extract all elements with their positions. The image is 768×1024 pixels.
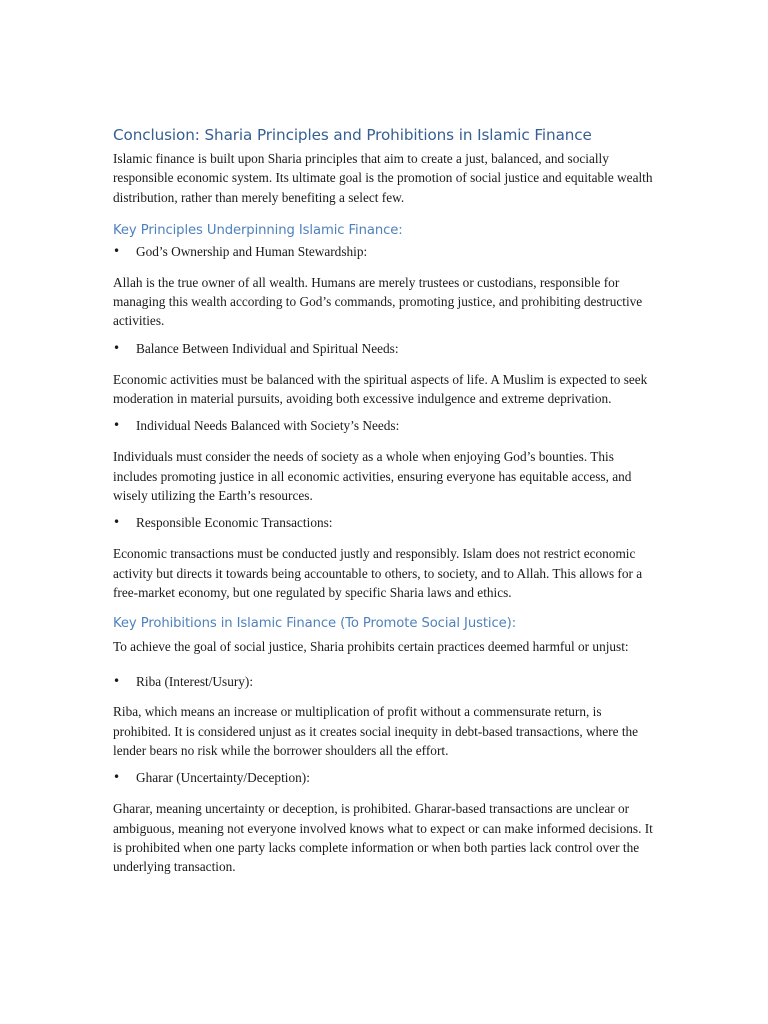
bullet-icon: • — [113, 515, 121, 530]
bullet-icon: • — [113, 340, 121, 355]
bullet-label: God’s Ownership and Human Stewardship: — [136, 243, 368, 259]
intro-paragraph: Islamic finance is built upon Sharia principles that aim to create a just, balanced, and socially responsible economic system. Its ultimate goal is the promotion of social justice and equitable wealth distribution, rather than merely benefiting a select few. — [113, 151, 653, 205]
principle-paragraph-society: Individuals must consider the needs of society as a whole when enjoying God’s bounties. This includes promoting justice in all economic activities, ensuring everyone has equitable access, and wisely utilizing the Earth’s resources. — [113, 449, 632, 503]
principle-bullet-transactions — [113, 513, 661, 532]
bullet-icon: • — [113, 674, 121, 689]
bullet-label: Balance Between Individual and Spiritual Needs: — [136, 340, 399, 356]
bullet-icon: • — [113, 243, 121, 258]
principle-bullet-ownership — [113, 242, 661, 261]
principle-paragraph-ownership: Allah is the true owner of all wealth. Humans are merely trustees or custodians, responsible for managing this wealth according to God’s commands, promoting justice, and prohibiting destructive activities. — [113, 274, 643, 329]
bullet-label: Gharar (Uncertainty/Deception): — [136, 770, 310, 786]
bullet-label: Riba (Interest/Usury): — [136, 674, 254, 690]
document-title: Conclusion: Sharia Principles and Prohibitions in Islamic Finance — [113, 126, 592, 144]
principle-paragraph-transactions: Economic transactions must be conducted justly and responsibly. Islam does not restrict economic activity but directs it towards being accountable to others, to society, and to Allah. This allows for a free-market economy, but one regulated by specific Sharia laws and ethics. — [113, 546, 643, 600]
bullet-label: Responsible Economic Transactions: — [136, 515, 333, 531]
prohibitions-heading: Key Prohibitions in Islamic Finance (To Promote Social Justice): — [113, 616, 517, 632]
principle-bullet-balance — [113, 339, 661, 358]
principle-bullet-society — [113, 416, 661, 435]
bullet-label: Individual Needs Balanced with Society’s Needs: — [136, 418, 400, 434]
document-body — [113, 124, 661, 877]
prohibitions-intro-paragraph: To achieve the goal of social justice, Sharia prohibits certain practices deemed harmful or unjust: — [113, 639, 629, 655]
prohibition-paragraph-riba: Riba, which means an increase or multiplication of profit without a commensurate return, is prohibited. It is considered unjust as it creates social inequity in debt-based transactions, where the lender bears no risk while the borrower shoulders all the effort. — [113, 704, 639, 759]
bullet-icon: • — [113, 770, 121, 785]
prohibition-paragraph-gharar: Gharar, meaning uncertainty or deception, is prohibited. Gharar-based transactions are unclear or ambiguous, meaning not everyone involved knows what to expect or can make informed decisions. It is prohibited when one party lacks complete information or when both parties lack control over the underlying transaction. — [113, 801, 653, 875]
prohibition-bullet-gharar — [113, 768, 661, 787]
bullet-icon: • — [113, 418, 121, 433]
principles-heading: Key Principles Underpinning Islamic Finance: — [113, 222, 403, 238]
principle-paragraph-balance: Economic activities must be balanced with the spiritual aspects of life. A Muslim is expected to seek moderation in material pursuits, avoiding both excessive indulgence and extreme deprivation. — [113, 371, 648, 407]
prohibition-bullet-riba — [113, 672, 661, 691]
